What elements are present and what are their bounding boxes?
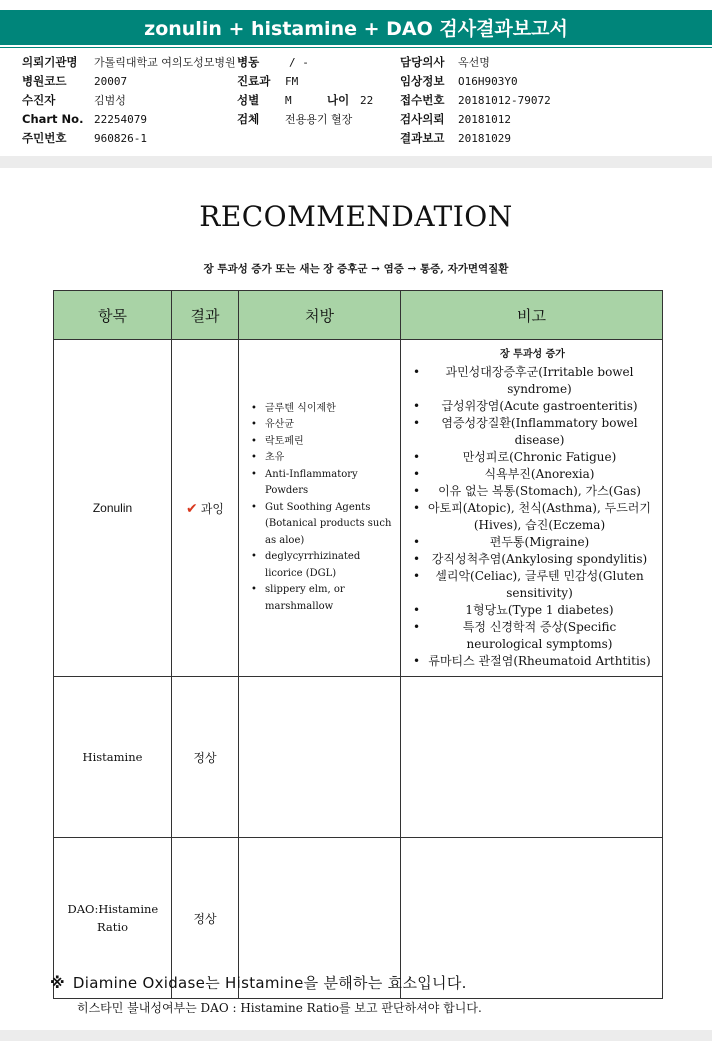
info-col-2 bbox=[237, 53, 373, 129]
table-row-histamine bbox=[54, 677, 663, 838]
info-row-clinical bbox=[400, 72, 551, 91]
info-value: 옥선명 bbox=[458, 56, 490, 69]
info-label: 담당의사 bbox=[400, 55, 445, 69]
info-label: 의뢰기관명 bbox=[22, 55, 78, 69]
note-list bbox=[411, 364, 654, 670]
info-label: 주민번호 bbox=[22, 131, 67, 145]
check-icon: ✔ bbox=[186, 500, 198, 517]
footer-text-1: Diamine Oxidase는 Histamine을 분해하는 효소입니다. bbox=[72, 974, 467, 992]
info-row-institution bbox=[22, 53, 236, 72]
list-item: • 글루텐 식이제한 bbox=[249, 401, 394, 418]
info-label: 검사의뢰 bbox=[400, 112, 445, 126]
info-col-3 bbox=[400, 53, 551, 148]
list-item: • 유산균 bbox=[249, 417, 394, 434]
result-text: 과잉 bbox=[200, 501, 224, 516]
info-value: 22 bbox=[360, 94, 374, 107]
list-item: • 강직성척추염(Ankylosing spondylitis) bbox=[411, 551, 654, 568]
info-value: 22254079 bbox=[94, 113, 147, 126]
reference-mark: ※ bbox=[50, 974, 65, 992]
info-label: 수진자 bbox=[22, 93, 56, 107]
list-item: • 아토피(Atopic), 천식(Asthma), 두드러기(Hives), 습진(Eczema) bbox=[411, 500, 654, 534]
info-row-accession bbox=[400, 91, 551, 110]
info-label: 병동 bbox=[237, 55, 260, 69]
bottom-band bbox=[0, 1030, 712, 1041]
table-row-zonulin bbox=[54, 340, 663, 677]
info-row-request-date bbox=[400, 110, 551, 129]
info-label: 성별 bbox=[237, 93, 260, 107]
header-result: 결과 bbox=[172, 291, 239, 340]
list-item: • slippery elm, or marshmallow bbox=[249, 582, 394, 615]
info-label: 진료과 bbox=[237, 74, 271, 88]
list-item: • Anti-Inflammatory Powders bbox=[249, 467, 394, 500]
recommendation-title: RECOMMENDATION bbox=[199, 200, 513, 233]
cell-item: Zonulin bbox=[54, 340, 172, 677]
prescription-list bbox=[239, 401, 400, 616]
info-label: 검체 bbox=[237, 112, 260, 126]
cell-prescription bbox=[239, 340, 401, 677]
list-item: • 특정 신경학적 증상(Specific neurological symptoms) bbox=[411, 619, 654, 653]
info-row-hospital-code bbox=[22, 72, 236, 91]
info-row-doctor bbox=[400, 53, 551, 72]
info-row-dept bbox=[237, 72, 373, 91]
info-row-sex-age bbox=[237, 91, 373, 110]
info-col-1 bbox=[22, 53, 236, 148]
info-value: 가톨릭대학교 여의도성모병원 bbox=[94, 56, 236, 69]
cell-result: 정상 bbox=[172, 677, 239, 838]
info-label: 병원코드 bbox=[22, 74, 67, 88]
list-item: • 셀리악(Celiac), 글루텐 민감성(Gluten sensitivity) bbox=[411, 568, 654, 602]
info-value: 전용용기 혈장 bbox=[285, 113, 353, 126]
list-item: • 염증성장질환(Inflammatory bowel disease) bbox=[411, 415, 654, 449]
info-label: 나이 bbox=[327, 93, 350, 107]
info-label: Chart No. bbox=[22, 112, 84, 126]
info-label: 결과보고 bbox=[400, 131, 445, 145]
info-value: 김범성 bbox=[94, 94, 126, 107]
info-row-specimen bbox=[237, 110, 373, 129]
item-text: DAO:Histamine Ratio bbox=[67, 902, 159, 934]
info-value: 960826-1 bbox=[94, 132, 147, 145]
list-item: • 만성피로(Chronic Fatigue) bbox=[411, 449, 654, 466]
list-item: • 식욕부진(Anorexia) bbox=[411, 466, 654, 483]
info-row-resident-no bbox=[22, 129, 236, 148]
footer-line-2: 히스타민 불내성여부는 DAO : Histamine Ratio를 보고 판단하셔야 합니다. bbox=[77, 1001, 482, 1015]
list-item: • 초유 bbox=[249, 450, 394, 467]
info-row-patient bbox=[22, 91, 236, 110]
recommendation-subtitle: 장 투과성 증가 또는 새는 장 증후군 → 염증 → 통증, 자가면역질환 bbox=[203, 263, 509, 275]
list-item: • 락토페린 bbox=[249, 434, 394, 451]
cell-result bbox=[172, 340, 239, 677]
list-item: • 류마티스 관절염(Rheumatoid Arthtitis) bbox=[411, 653, 654, 670]
info-row-ward bbox=[237, 53, 373, 72]
cell-item: Histamine bbox=[54, 677, 172, 838]
list-item: • 이유 없는 복통(Stomach), 가스(Gas) bbox=[411, 483, 654, 500]
info-value: 20181029 bbox=[458, 132, 511, 145]
info-label: 접수번호 bbox=[400, 93, 445, 107]
info-value: / - bbox=[289, 56, 309, 69]
header-item: 항목 bbox=[54, 291, 172, 340]
note-heading: 장 투과성 증가 bbox=[500, 349, 565, 360]
cell-note bbox=[401, 340, 663, 677]
info-row-chart-no bbox=[22, 110, 236, 129]
info-value: O16H903Y0 bbox=[458, 75, 518, 88]
cell-prescription bbox=[239, 677, 401, 838]
header-prescription: 처방 bbox=[239, 291, 401, 340]
list-item: • deglycyrrhizinated licorice (DGL) bbox=[249, 549, 394, 582]
cell-note bbox=[401, 677, 663, 838]
table-header-row bbox=[54, 291, 663, 340]
header-note: 비고 bbox=[401, 291, 663, 340]
info-label: 임상정보 bbox=[400, 74, 445, 88]
info-value: M bbox=[285, 94, 292, 107]
info-value: 20181012 bbox=[458, 113, 511, 126]
report-title: zonulin + histamine + DAO 검사결과보고서 bbox=[0, 10, 712, 47]
list-item: • 1형당뇨(Type 1 diabetes) bbox=[411, 602, 654, 619]
info-value: 20181012-79072 bbox=[458, 94, 551, 107]
list-item: • 급성위장염(Acute gastroenteritis) bbox=[411, 398, 654, 415]
info-value: FM bbox=[285, 75, 299, 88]
cell-result: 정상 bbox=[172, 838, 239, 999]
title-underline bbox=[0, 47, 712, 48]
info-value: 20007 bbox=[94, 75, 128, 88]
footer-line-1 bbox=[50, 972, 467, 993]
info-row-report-date bbox=[400, 129, 551, 148]
list-item: • 편두통(Migraine) bbox=[411, 534, 654, 551]
list-item: • 과민성대장증후군(Irritable bowel syndrome) bbox=[411, 364, 654, 398]
list-item: • Gut Soothing Agents (Botanical products such as aloe) bbox=[249, 500, 394, 550]
results-table bbox=[53, 290, 663, 999]
separator-band bbox=[0, 156, 712, 168]
